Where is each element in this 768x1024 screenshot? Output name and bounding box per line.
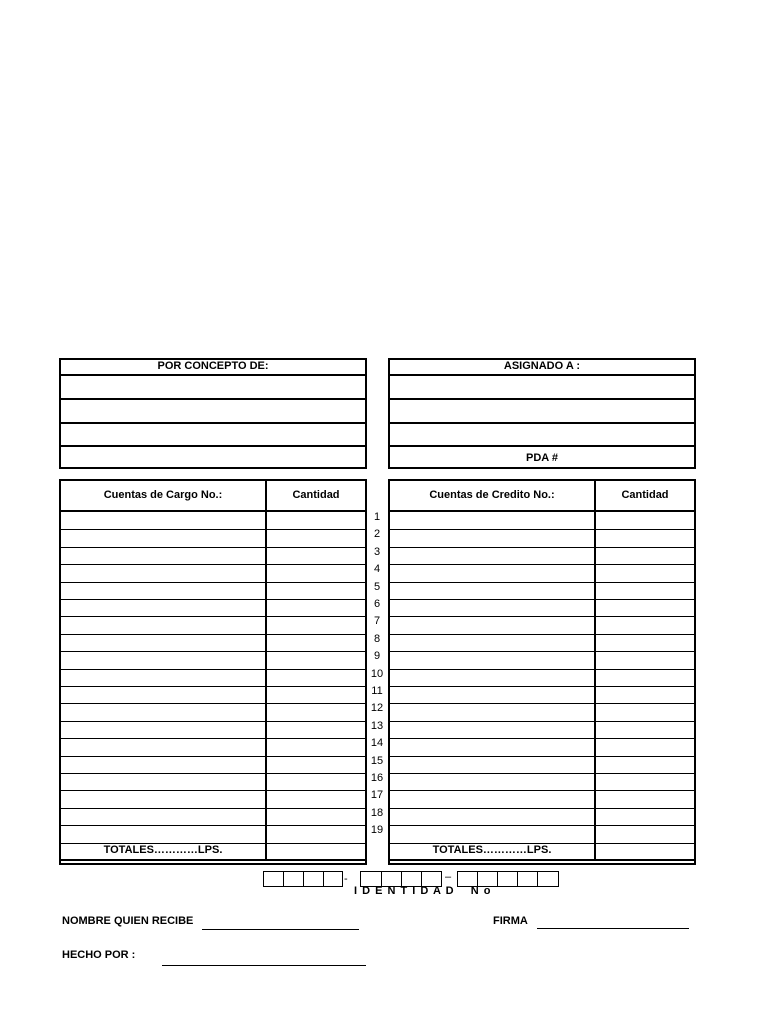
credito-amount-cell[interactable]	[596, 599, 694, 616]
credito-account-cell[interactable]	[390, 825, 594, 842]
row-number: 12	[370, 702, 384, 714]
cargo-account-cell[interactable]	[61, 599, 265, 616]
cargo-amount-cell[interactable]	[267, 669, 365, 686]
cargo-header: Cuentas de Cargo No.:	[103, 489, 223, 501]
credito-amount-cell[interactable]	[596, 808, 694, 825]
row-number: 19	[370, 824, 384, 836]
credito-totals: TOTALES…………LPS.	[432, 844, 552, 856]
cargo-account-cell[interactable]	[61, 582, 265, 599]
credito-account-cell[interactable]	[390, 599, 594, 616]
cargo-amount-cell[interactable]	[267, 582, 365, 599]
row-number: 10	[370, 668, 384, 680]
credito-amount-cell[interactable]	[596, 634, 694, 651]
id-digit-12[interactable]	[517, 871, 538, 887]
cargo-amount-cell[interactable]	[267, 808, 365, 825]
row-number: 15	[370, 755, 384, 767]
credito-total-value[interactable]	[596, 843, 694, 859]
cargo-account-cell[interactable]	[61, 634, 265, 651]
cargo-account-cell[interactable]	[61, 790, 265, 807]
credito-account-cell[interactable]	[390, 738, 594, 755]
cargo-amount-cell[interactable]	[267, 738, 365, 755]
cargo-amount-cell[interactable]	[267, 686, 365, 703]
row-number: 1	[373, 511, 381, 523]
id-dash-1: -	[344, 873, 348, 885]
receiver-label: NOMBRE QUIEN RECIBE	[62, 915, 194, 927]
asignado-line-2[interactable]	[390, 400, 694, 422]
receiver-line[interactable]	[202, 929, 359, 930]
credito-account-cell[interactable]	[390, 669, 594, 686]
row-number: 6	[373, 598, 381, 610]
concepto-line-4[interactable]	[61, 447, 365, 467]
cargo-account-cell[interactable]	[61, 721, 265, 738]
credito-account-cell[interactable]	[390, 721, 594, 738]
credito-amount-cell[interactable]	[596, 686, 694, 703]
concepto-header: POR CONCEPTO DE:	[157, 360, 269, 372]
cargo-amount-cell[interactable]	[267, 529, 365, 546]
cargo-account-cell[interactable]	[61, 669, 265, 686]
cargo-account-cell[interactable]	[61, 738, 265, 755]
credito-account-cell[interactable]	[390, 808, 594, 825]
row-number: 16	[370, 772, 384, 784]
cargo-total-value[interactable]	[267, 843, 365, 859]
id-digit-1[interactable]	[263, 871, 284, 887]
row-number: 5	[373, 581, 381, 593]
credito-amount-cell[interactable]	[596, 738, 694, 755]
row-number: 8	[373, 633, 381, 645]
credito-account-cell[interactable]	[390, 564, 594, 581]
cargo-account-cell[interactable]	[61, 773, 265, 790]
concepto-line-1[interactable]	[61, 376, 365, 398]
credito-amount-cell[interactable]	[596, 756, 694, 773]
credito-account-cell[interactable]	[390, 686, 594, 703]
id-digit-13[interactable]	[537, 871, 559, 887]
row-number: 14	[370, 737, 384, 749]
cargo-amount-cell[interactable]	[267, 564, 365, 581]
row-number: 2	[373, 528, 381, 540]
cargo-account-cell[interactable]	[61, 547, 265, 564]
row-number: 4	[373, 563, 381, 575]
credito-amount-cell[interactable]	[596, 529, 694, 546]
credito-account-cell[interactable]	[390, 703, 594, 720]
credito-amount-cell[interactable]	[596, 512, 694, 529]
credito-amount-cell[interactable]	[596, 773, 694, 790]
credito-account-cell[interactable]	[390, 529, 594, 546]
credito-header: Cuentas de Credito No.:	[429, 489, 555, 501]
credito-amount-cell[interactable]	[596, 790, 694, 807]
cargo-table	[59, 479, 367, 865]
id-digit-11[interactable]	[497, 871, 518, 887]
credito-account-cell[interactable]	[390, 790, 594, 807]
cargo-amount-cell[interactable]	[267, 634, 365, 651]
row-number: 17	[370, 789, 384, 801]
cargo-account-cell[interactable]	[61, 686, 265, 703]
cargo-account-cell[interactable]	[61, 616, 265, 633]
credito-amount-cell[interactable]	[596, 582, 694, 599]
cargo-account-cell[interactable]	[61, 512, 265, 529]
credito-amount-cell[interactable]	[596, 703, 694, 720]
cargo-amount-cell[interactable]	[267, 721, 365, 738]
credito-account-cell[interactable]	[390, 547, 594, 564]
signature-label: FIRMA	[493, 915, 528, 927]
concepto-line-2[interactable]	[61, 400, 365, 422]
id-digit-2[interactable]	[283, 871, 304, 887]
credito-amount-cell[interactable]	[596, 669, 694, 686]
row-number: 9	[373, 650, 381, 662]
id-dash-2: –	[445, 871, 452, 883]
credito-account-cell[interactable]	[390, 512, 594, 529]
id-digit-4[interactable]	[323, 871, 343, 887]
cargo-account-cell[interactable]	[61, 756, 265, 773]
credito-amount-cell[interactable]	[596, 564, 694, 581]
asignado-box	[388, 358, 696, 469]
cargo-account-cell[interactable]	[61, 703, 265, 720]
credito-amount-cell[interactable]	[596, 616, 694, 633]
cargo-totals: TOTALES…………LPS.	[103, 844, 223, 856]
pda-label: PDA #	[526, 452, 558, 464]
cargo-amount-cell[interactable]	[267, 512, 365, 529]
signature-line[interactable]	[537, 928, 689, 929]
cargo-cantidad-header: Cantidad	[292, 489, 340, 501]
cargo-amount-cell[interactable]	[267, 825, 365, 842]
id-digit-3[interactable]	[303, 871, 324, 887]
cargo-amount-cell[interactable]	[267, 756, 365, 773]
row-number: 11	[371, 685, 383, 697]
cargo-amount-cell[interactable]	[267, 651, 365, 668]
credito-amount-cell[interactable]	[596, 651, 694, 668]
credito-account-cell[interactable]	[390, 651, 594, 668]
cargo-account-cell[interactable]	[61, 564, 265, 581]
cargo-account-cell[interactable]	[61, 529, 265, 546]
credito-account-cell[interactable]	[390, 616, 594, 633]
credito-account-cell[interactable]	[390, 582, 594, 599]
cargo-amount-cell[interactable]	[267, 599, 365, 616]
credito-amount-cell[interactable]	[596, 547, 694, 564]
cargo-account-cell[interactable]	[61, 651, 265, 668]
credito-account-cell[interactable]	[390, 634, 594, 651]
row-number: 13	[370, 720, 384, 732]
asignado-header: ASIGNADO A :	[503, 360, 581, 372]
cargo-amount-cell[interactable]	[267, 616, 365, 633]
concepto-line-3[interactable]	[61, 424, 365, 445]
made-by-line[interactable]	[162, 965, 366, 966]
row-number: 3	[373, 546, 381, 558]
credito-amount-cell[interactable]	[596, 825, 694, 842]
cargo-amount-cell[interactable]	[267, 547, 365, 564]
asignado-line-3[interactable]	[390, 424, 694, 445]
credito-account-cell[interactable]	[390, 773, 594, 790]
cargo-amount-cell[interactable]	[267, 790, 365, 807]
credito-cantidad-header: Cantidad	[621, 489, 669, 501]
row-number: 18	[370, 807, 384, 819]
row-number: 7	[373, 615, 381, 627]
identidad-label: I D E N T I D A D N o	[354, 885, 492, 897]
cargo-account-cell[interactable]	[61, 808, 265, 825]
concepto-box	[59, 358, 367, 469]
made-by-label: HECHO POR :	[62, 949, 136, 961]
cargo-amount-cell[interactable]	[267, 773, 365, 790]
credito-amount-cell[interactable]	[596, 721, 694, 738]
credito-account-cell[interactable]	[390, 756, 594, 773]
asignado-line-1[interactable]	[390, 376, 694, 398]
cargo-amount-cell[interactable]	[267, 703, 365, 720]
cargo-account-cell[interactable]	[61, 825, 265, 842]
credito-table	[388, 479, 696, 865]
